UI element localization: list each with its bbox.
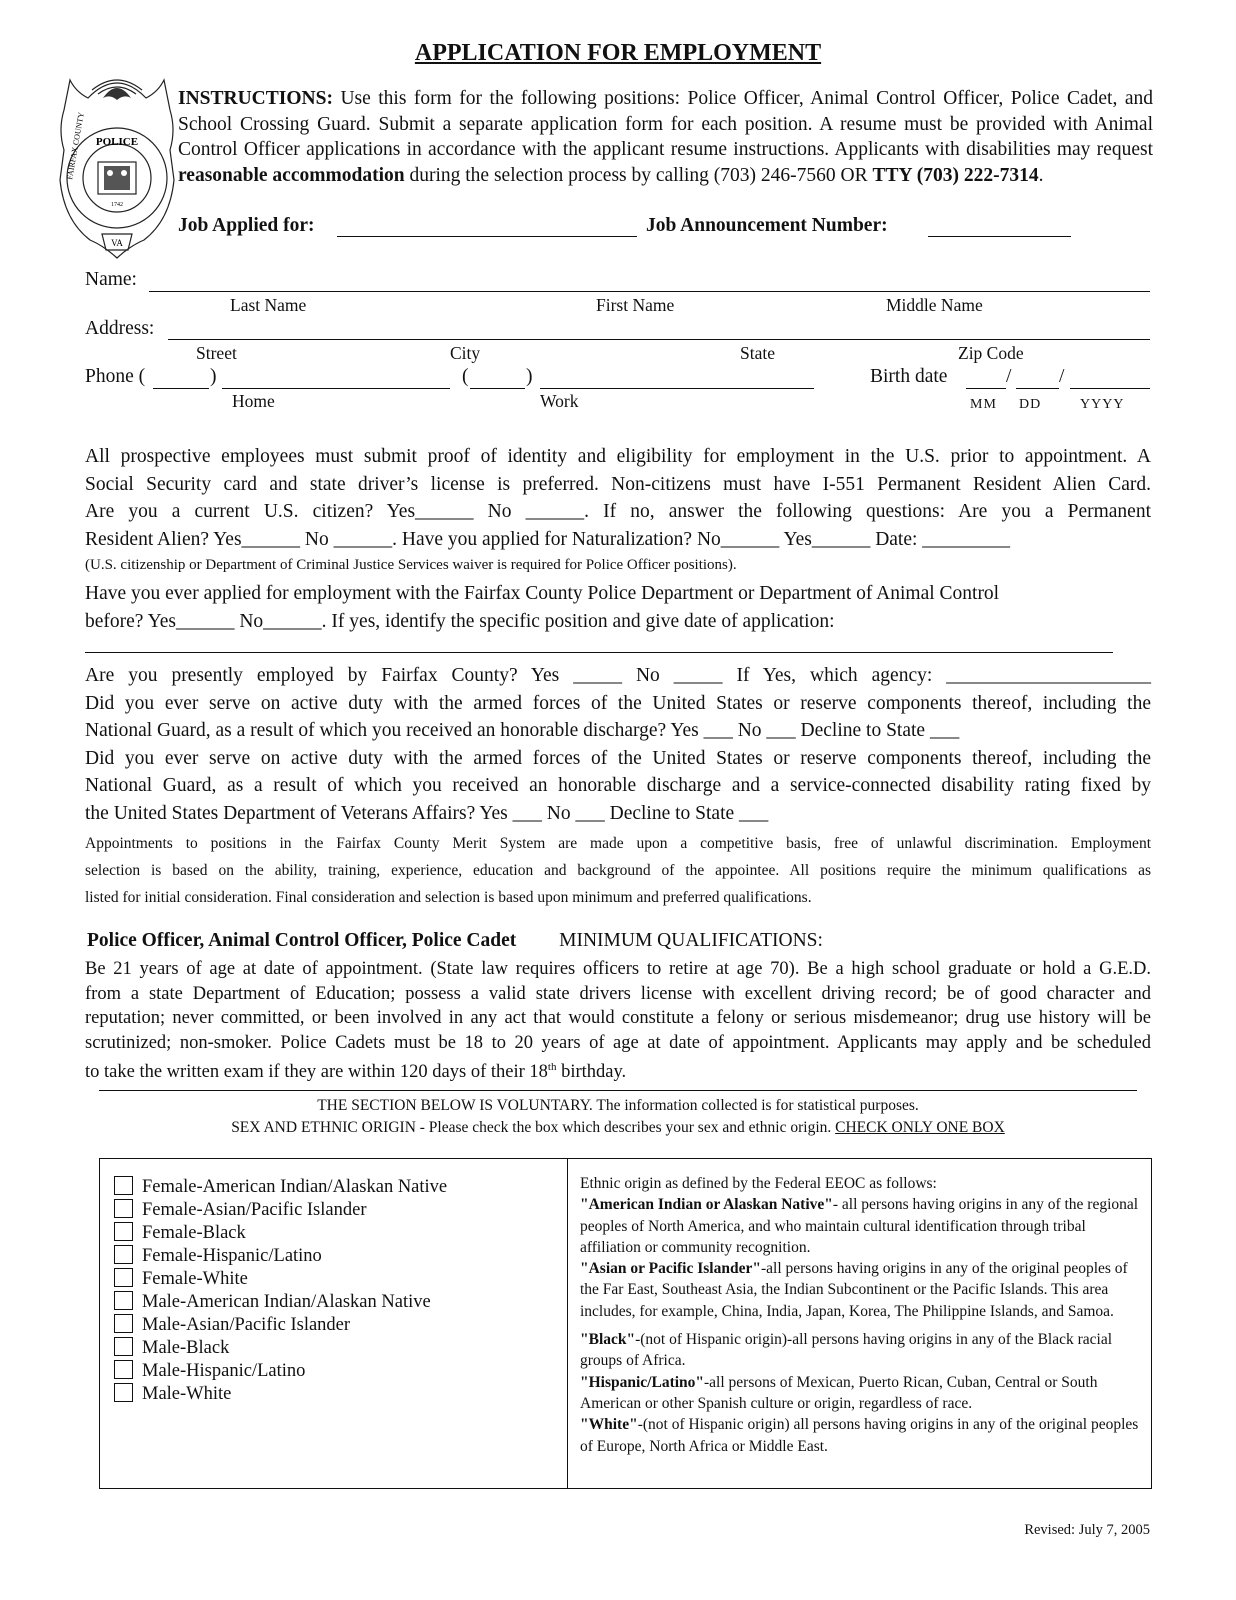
merit-paragraph: [85, 830, 1151, 911]
seal-year: 1742: [111, 202, 123, 208]
checkbox-female-black[interactable]: [114, 1222, 246, 1244]
reasonable-accommodation: reasonable accommodation: [178, 164, 405, 186]
tty-number: TTY (703) 222-7314: [872, 164, 1039, 186]
employment-line: Are you presently employed by Fairfax County? Yes _____ No _____ If Yes, which agency: _____________________: [85, 665, 1151, 686]
ethnic-term: "Hispanic/Latino": [580, 1373, 705, 1391]
date-slash-1: /: [1006, 366, 1012, 387]
min-qual-heading: MINIMUM QUALIFICATIONS:: [559, 930, 823, 951]
qual-last-end: birthday.: [556, 1062, 627, 1083]
seal-top-text: POLICE: [95, 136, 139, 148]
middle-name-caption: Middle Name: [886, 295, 983, 315]
seal-side-text: FAIRFAX COUNTY: [65, 111, 86, 181]
merit-line: listed for initial consideration. Final consideration and selection is based upon minimum and preferred qualifications.: [85, 889, 812, 906]
checkbox-square[interactable]: [114, 1245, 133, 1264]
qual-last-text: to take the written exam if they are within 120 days of their 18: [85, 1062, 548, 1083]
voluntary-line-1: THE SECTION BELOW IS VOLUNTARY. The information collected is for statistical purposes.: [317, 1097, 919, 1114]
qualifications-heading: [87, 930, 823, 952]
phone-paren-close: ): [210, 366, 217, 387]
checkbox-label: Female-American Indian/Alaskan Native: [142, 1177, 448, 1197]
checkbox-female-white[interactable]: [114, 1268, 248, 1290]
positions-heading: Police Officer, Animal Control Officer, Police Cadet: [87, 930, 517, 951]
instructions: [178, 86, 1153, 188]
name-label: Name:: [85, 269, 137, 290]
merit-line: selection is based on the ability, training, experience, education and background of the appointee. All positions require the minimum qualifications as: [85, 862, 1151, 879]
date-slash-2: /: [1059, 366, 1065, 387]
revised-date: Revised: July 7, 2005: [1024, 1522, 1150, 1538]
last-name-caption: Last Name: [230, 295, 307, 315]
checkbox-label: Male-Hispanic/Latino: [142, 1361, 306, 1381]
identity-paragraph: [85, 443, 1151, 553]
job-applied-label: Job Applied for:: [178, 215, 315, 236]
work-phone-field[interactable]: [540, 388, 814, 389]
checkbox-label: Female-White: [142, 1269, 248, 1289]
birth-year-field[interactable]: [1070, 388, 1150, 389]
ethnic-def: -all persons of Mexican, Puerto Rican, Cuban, Central or South American or other Spanish culture or origin, regardless of race.: [580, 1373, 1098, 1412]
checkbox-label: Male-Black: [142, 1338, 230, 1358]
checkbox-square[interactable]: [114, 1360, 133, 1379]
ethnic-entry: [580, 1372, 1140, 1415]
ethnic-term: "White": [580, 1416, 638, 1434]
section-divider: [99, 1090, 1137, 1091]
name-field[interactable]: [149, 291, 1150, 292]
home-phone-field[interactable]: [222, 388, 450, 389]
voluntary-text: SEX AND ETHNIC ORIGIN - Please check the box which describes your sex and ethnic origin.: [231, 1119, 836, 1136]
work-paren-open: (: [462, 366, 469, 387]
identity-line: Social Security card and state driver’s license is preferred. Non-citizens must have I-551 Permanent Resident Alien Card.: [85, 473, 1151, 495]
ethnic-entry: [580, 1194, 1140, 1258]
ethnic-def: - all persons having origins in any of the regional peoples of North America, and who maintain cultural identification through tribal affiliation or community recognition.: [580, 1196, 1139, 1256]
checkbox-female-american-indian[interactable]: [114, 1176, 447, 1198]
qual-line: Be 21 years of age at date of appointment. (State law requires officers to retire at age 70). Be a high school graduate or hold a G.E.D.: [85, 959, 1151, 979]
job-applied-field[interactable]: [337, 236, 637, 237]
prior-position-field[interactable]: [85, 652, 1113, 653]
police-seal-logo: [58, 70, 176, 260]
checkbox-square[interactable]: [114, 1314, 133, 1333]
yyyy-caption: YYYY: [1080, 397, 1125, 412]
ethnic-definitions: [580, 1173, 1140, 1457]
ethnic-term: "Asian or Pacific Islander": [580, 1260, 761, 1278]
checkbox-label: Female-Black: [142, 1223, 246, 1243]
table-column-divider: [567, 1158, 568, 1489]
qual-ordinal: th: [547, 1061, 557, 1073]
checkbox-label: Male-Asian/Pacific Islander: [142, 1315, 351, 1335]
ethnic-term: "American Indian or Alaskan Native": [580, 1196, 833, 1214]
checkbox-male-asian[interactable]: [114, 1314, 350, 1336]
ethnic-entry: [580, 1414, 1140, 1457]
work-paren-close: ): [526, 366, 533, 387]
checkbox-male-hispanic[interactable]: [114, 1360, 305, 1382]
ethnic-term: "Black": [580, 1331, 636, 1349]
address-label: Address:: [85, 318, 155, 339]
checkbox-square[interactable]: [114, 1383, 133, 1402]
citizen-question: Are you a current U.S. citizen? Yes______ No ______. If no, answer the following questions: Are you a Permanent: [85, 501, 1151, 522]
checkbox-square[interactable]: [114, 1291, 133, 1310]
state-caption: State: [740, 343, 775, 363]
address-field[interactable]: [168, 339, 1150, 340]
job-announcement-field[interactable]: [928, 236, 1071, 237]
checkbox-female-hispanic[interactable]: [114, 1245, 322, 1267]
city-caption: City: [450, 343, 481, 363]
instructions-text-1: Use this form for the following positions: Police Officer, Animal Control Officer, Police Cadet, and School Crossing Guard. Submit a separate application form for each position. A resume must be provided with Animal Control Officer applications in accordance with the applicant resume instructions. Applicants with disabilities may request: [178, 88, 1153, 160]
qualifications-text: [85, 957, 1151, 1085]
qual-line: [85, 1055, 1151, 1085]
checkbox-square[interactable]: [114, 1199, 133, 1218]
checkbox-square[interactable]: [114, 1268, 133, 1287]
ethnic-def: -(not of Hispanic origin)-all persons having origins in any of the Black racial groups of Africa.: [580, 1331, 1113, 1370]
home-caption: Home: [232, 391, 275, 411]
ethnic-def: -(not of Hispanic origin) all persons having origins in any of the original peoples of Europe, North Africa or Middle East.: [580, 1416, 1139, 1455]
home-area-code-field[interactable]: [153, 388, 209, 389]
job-announcement-label: Job Announcement Number:: [646, 215, 888, 236]
qual-line: reputation; never committed, or been involved in any act that would constitute a felony or serious misdemeanor; drug use history will be: [85, 1008, 1151, 1028]
ethnic-def: -all persons having origins in any of the original peoples of the Far East, Southeast Asia, the Indian Subcontinent or the Pacific Islands. This area includes, for example, China, India, Japan, Korea, The Philippine Islands, and Samoa.: [580, 1260, 1128, 1320]
check-one-box-note: CHECK ONLY ONE BOX: [835, 1119, 1005, 1136]
employment-line: National Guard, as a result of which you received an honorable discharge? Yes ___ No ___ Decline to State ___: [85, 720, 960, 741]
work-area-code-field[interactable]: [470, 388, 525, 389]
prior-application-line: Have you ever applied for employment with the Fairfax County Police Department or Department of Animal Control: [85, 583, 1000, 604]
identity-line: All prospective employees must submit proof of identity and eligibility for employment in the U.S. prior to appointment. A: [85, 446, 1151, 467]
employment-questions: [85, 662, 1151, 827]
checkbox-square[interactable]: [114, 1222, 133, 1241]
zip-caption: Zip Code: [958, 343, 1024, 363]
first-name-caption: First Name: [596, 295, 675, 315]
instructions-text-2: during the selection process by calling (703) 246-7560 OR: [404, 164, 873, 186]
qual-line: from a state Department of Education; possess a valid state drivers license with excellent driving record; be of good character and: [85, 983, 1151, 1004]
checkbox-label: Female-Asian/Pacific Islander: [142, 1200, 367, 1220]
checkbox-male-white[interactable]: [114, 1383, 231, 1405]
checkbox-label: Male-American Indian/Alaskan Native: [142, 1292, 431, 1312]
resident-question: Resident Alien? Yes______ No ______. Have you applied for Naturalization? No______ Yes______ Date: _________: [85, 528, 1011, 550]
employment-line: Did you ever serve on active duty with the armed forces of the United States or reserve components thereof, including the: [85, 692, 1151, 714]
ethnic-entry: [580, 1258, 1140, 1322]
instructions-label: INSTRUCTIONS:: [178, 88, 333, 109]
checkbox-male-american-indian[interactable]: [114, 1291, 431, 1313]
mm-caption: MM: [970, 397, 997, 412]
street-caption: Street: [196, 343, 237, 363]
checkbox-female-asian[interactable]: [114, 1199, 366, 1221]
employment-line: Did you ever serve on active duty with the armed forces of the United States or reserve components thereof, including the: [85, 747, 1151, 769]
qual-line: scrutinized; non-smoker. Police Cadets must be 18 to 20 years of age at date of appointment. Applicants may apply and be scheduled: [85, 1032, 1151, 1053]
dd-caption: DD: [1019, 397, 1042, 412]
prior-application-line: before? Yes______ No______. If yes, identify the specific position and give date of application:: [85, 610, 835, 632]
birth-month-field[interactable]: [966, 388, 1006, 389]
birth-date-label: Birth date: [870, 366, 948, 387]
employment-line: National Guard, as a result of which you received an honorable discharge and a service-connected disability rating fixed by: [85, 775, 1151, 796]
checkbox-male-black[interactable]: [114, 1337, 229, 1359]
checkbox-label: Female-Hispanic/Latino: [142, 1246, 322, 1266]
citizenship-note: (U.S. citizenship or Department of Criminal Justice Services waiver is required for Police Officer positions).: [85, 557, 737, 573]
checkbox-square[interactable]: [114, 1176, 133, 1195]
birth-day-field[interactable]: [1016, 388, 1059, 389]
employment-line: the United States Department of Veterans Affairs? Yes ___ No ___ Decline to State ___: [85, 802, 769, 824]
ethnic-intro: Ethnic origin as defined by the Federal EEOC as follows:: [580, 1175, 937, 1192]
ethnic-entry: [580, 1329, 1140, 1372]
work-caption: Work: [540, 391, 579, 411]
prior-application: [85, 580, 1151, 635]
merit-line: Appointments to positions in the Fairfax County Merit System are made upon a competitive basis, free of unlawful discrimination. Employment: [85, 835, 1151, 852]
checkbox-square[interactable]: [114, 1337, 133, 1356]
voluntary-line-2: [0, 1119, 1236, 1137]
page-title: APPLICATION FOR EMPLOYMENT: [414, 40, 822, 66]
checkbox-label: Male-White: [142, 1384, 232, 1404]
phone-label: Phone (: [85, 366, 146, 387]
instructions-end: .: [1038, 164, 1044, 186]
seal-bottom-text: VA: [111, 238, 123, 248]
